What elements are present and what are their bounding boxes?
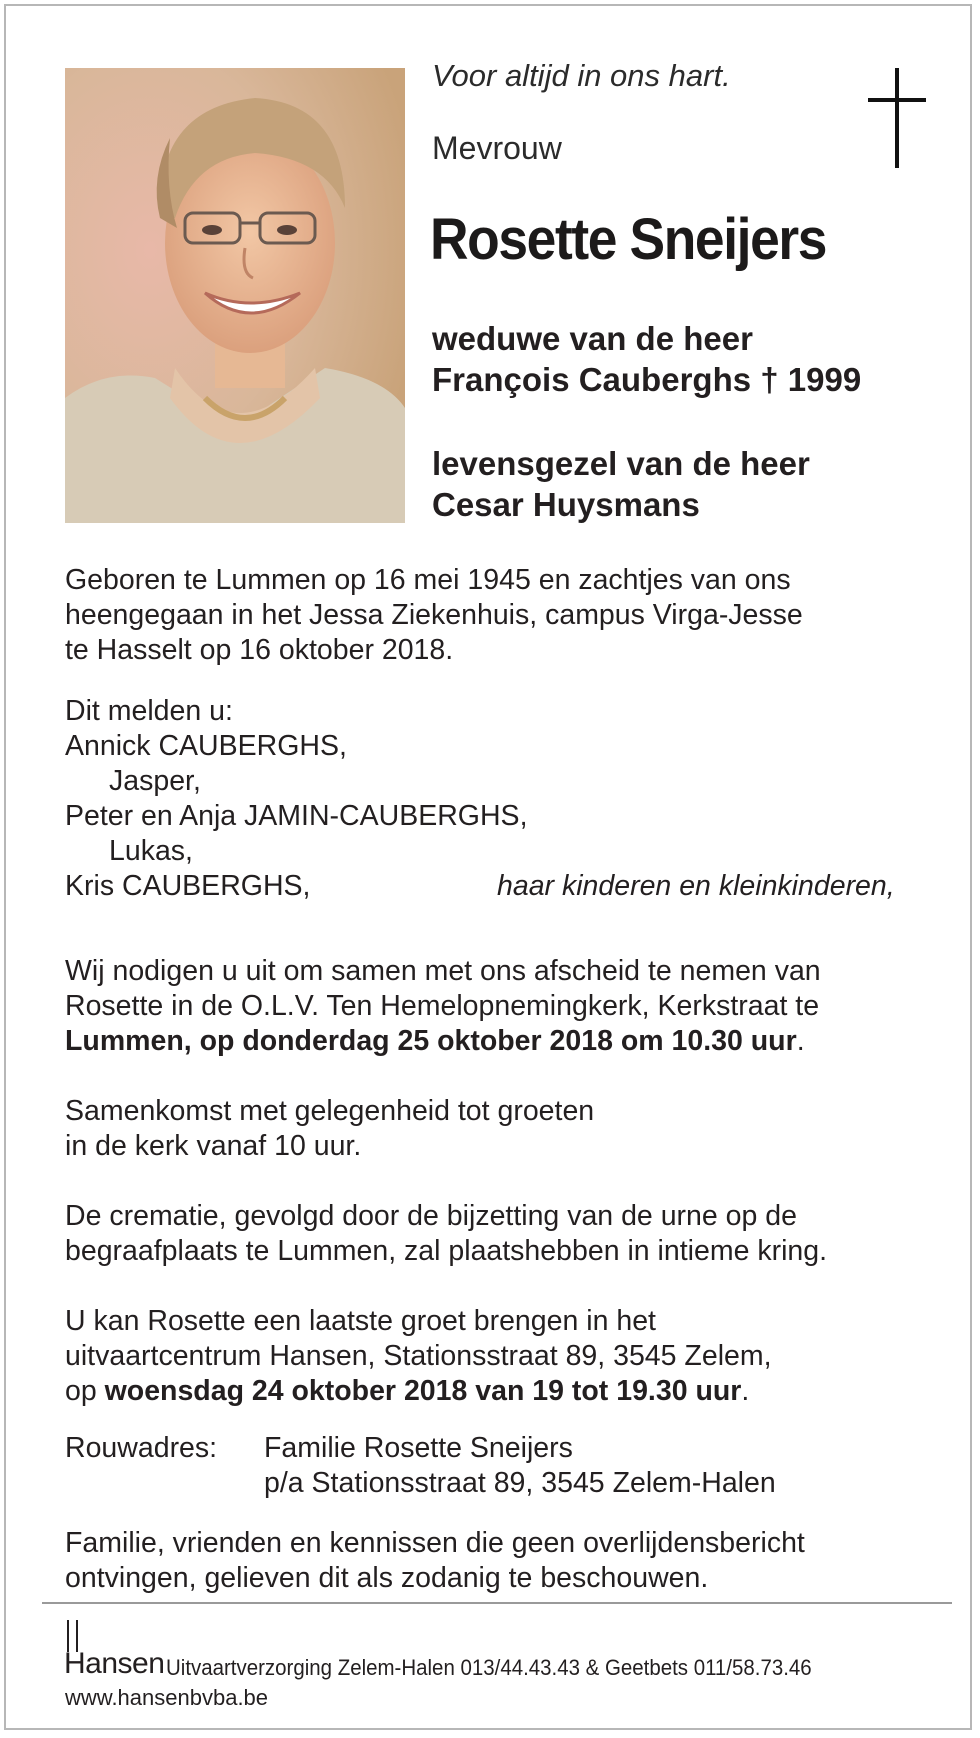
- text-line: begraafplaats te Lummen, zal plaatshebben in intieme kring.: [65, 1235, 828, 1267]
- relation-partner-line: levensgezel van de heer: [432, 445, 810, 482]
- text-line: Wij nodigen u uit om samen met ons afscheid te nemen van: [65, 955, 821, 987]
- text-line: [65, 1024, 821, 1059]
- text-line: [65, 1374, 772, 1409]
- invitation-paragraph: [65, 954, 821, 1059]
- mourner-line: Lukas,: [109, 835, 193, 867]
- text-fragment: op: [65, 1375, 105, 1407]
- relation-spouse-line: weduwe van de heer: [432, 320, 753, 357]
- family-note: [65, 1526, 805, 1596]
- punctuation: .: [796, 1025, 805, 1057]
- visitation-date: woensdag 24 oktober 2018 van 19 tot 19.30 uur: [104, 1375, 742, 1407]
- text-line: Rosette in de O.L.V. Ten Hemelopnemingkerk, Kerkstraat te: [65, 990, 820, 1022]
- portrait-photo: [65, 68, 405, 523]
- deceased-name: Rosette Sneijers: [430, 207, 827, 272]
- website-link[interactable]: www.hansenbvba.be: [65, 1685, 269, 1710]
- salutation: Mevrouw: [432, 130, 562, 166]
- logo-text: Hansen: [64, 1647, 165, 1680]
- obituary-card: [4, 4, 972, 1730]
- cross-icon: [868, 68, 926, 168]
- text-line: Familie, vrienden en kennissen die geen overlijdensbericht: [65, 1527, 805, 1559]
- address-street: p/a Stationsstraat 89, 3545 Zelem-Halen: [264, 1467, 776, 1499]
- address-label: Rouwadres:: [65, 1432, 218, 1464]
- address-line: [65, 1431, 776, 1466]
- text-line: in de kerk vanaf 10 uur.: [65, 1130, 362, 1162]
- mourner-line: Peter en Anja JAMIN-CAUBERGHS,: [65, 800, 528, 832]
- mourning-address: [65, 1431, 776, 1501]
- text-line: U kan Rosette een laatste groet brengen in het: [65, 1305, 656, 1337]
- motto: Voor altijd in ons hart.: [432, 58, 731, 93]
- relation-spouse-name: François Cauberghs † 1999: [432, 361, 862, 398]
- relation-spouse: [432, 318, 861, 400]
- cremation-paragraph: [65, 1199, 827, 1269]
- text-line: uitvaartcentrum Hansen, Stationsstraat 89, 3545 Zelem,: [65, 1340, 772, 1372]
- address-recipient: Familie Rosette Sneijers: [264, 1432, 573, 1464]
- mourners-intro: Dit melden u:: [65, 695, 233, 727]
- mourners-relation: haar kinderen en kleinkinderen,: [497, 870, 895, 902]
- text-line: ontvingen, gelieven dit als zodanig te beschouwen.: [65, 1562, 709, 1594]
- text-line: te Hasselt op 16 oktober 2018.: [65, 634, 454, 666]
- footer-divider: [42, 1602, 952, 1604]
- visitation-paragraph: [65, 1304, 772, 1409]
- text-line: De crematie, gevolgd door de bijzetting van de urne op de: [65, 1200, 797, 1232]
- text-line: Samenkomst met gelegenheid tot groeten: [65, 1095, 595, 1127]
- punctuation: .: [741, 1375, 750, 1407]
- mourner-line: Jasper,: [109, 765, 201, 797]
- meeting-paragraph: [65, 1094, 594, 1164]
- funeral-date: Lummen, op donderdag 25 oktober 2018 om 10.30 uur: [65, 1025, 797, 1057]
- mourner-line: Kris CAUBERGHS,: [65, 870, 311, 902]
- text-line: Geboren te Lummen op 16 mei 1945 en zachtjes van ons: [65, 564, 791, 596]
- relation-partner: [432, 443, 810, 525]
- text-line: heengegaan in het Jessa Ziekenhuis, campus Virga-Jesse: [65, 599, 803, 631]
- mourners-list: [65, 694, 925, 904]
- birth-death-paragraph: [65, 563, 803, 668]
- mourner-line: Annick CAUBERGHS,: [65, 730, 347, 762]
- company-info: Uitvaartverzorging Zelem-Halen 013/44.43.43 & Geetbets 011/58.73.46: [166, 1655, 812, 1680]
- relation-partner-name: Cesar Huysmans: [432, 486, 700, 523]
- mourner-line-last: [65, 869, 925, 904]
